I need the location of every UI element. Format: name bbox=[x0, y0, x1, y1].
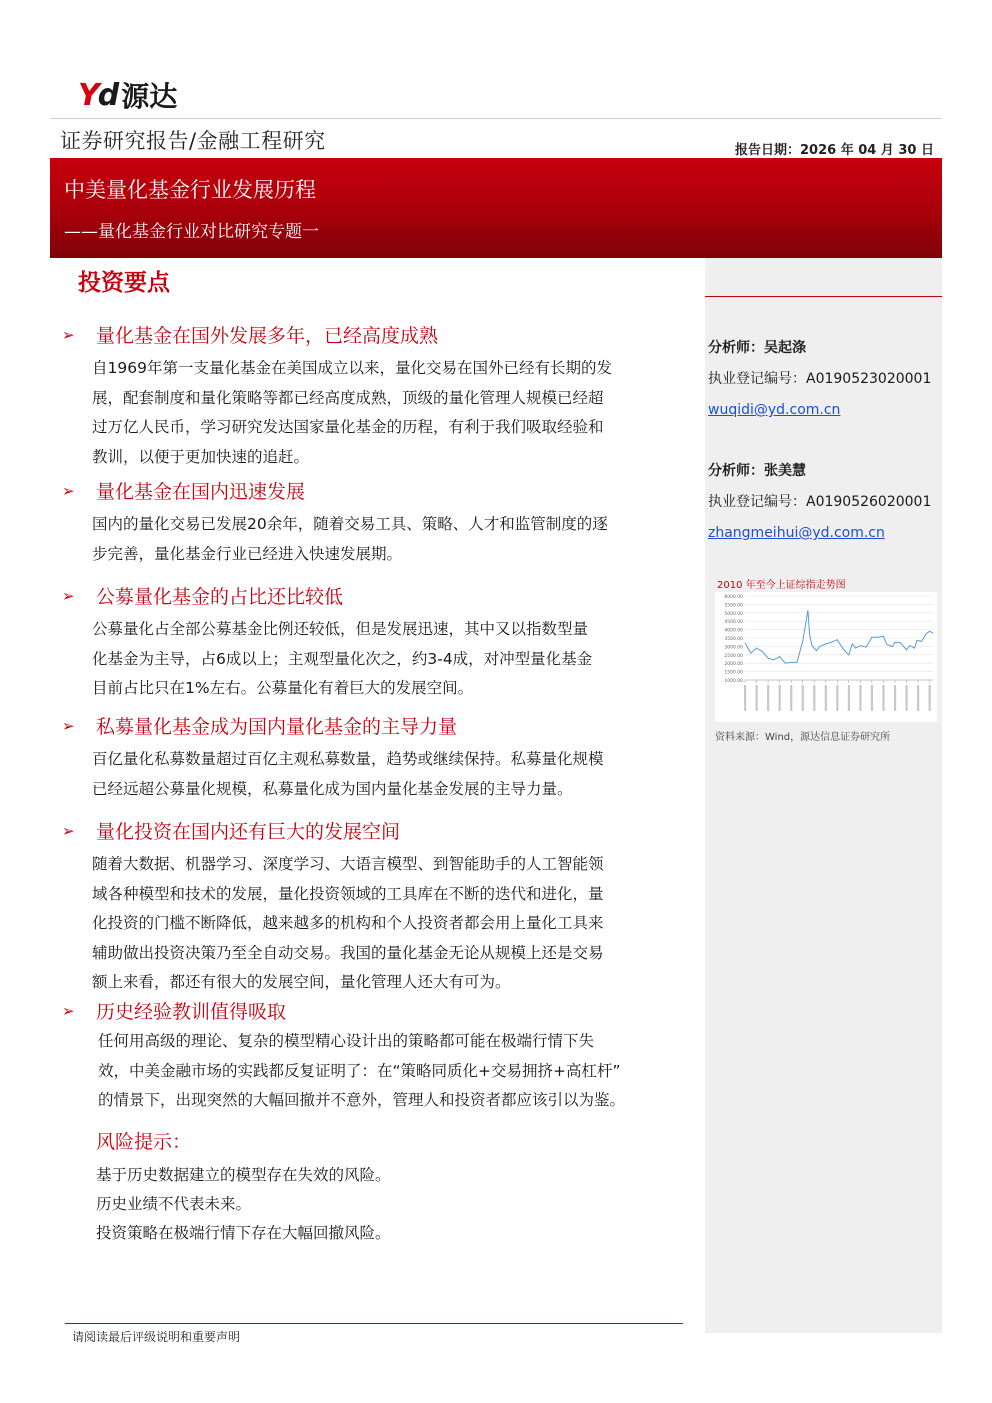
risk-item: 历史业绩不代表未来。 bbox=[96, 1195, 252, 1213]
body-line: 展，配套制度和量化策略等都已经高度成熟，顶级的量化管理人规模已经超 bbox=[92, 388, 604, 407]
analyst-card bbox=[708, 461, 931, 554]
chart-data-point bbox=[779, 656, 780, 657]
chart-data-point bbox=[877, 637, 878, 638]
chart-data-point bbox=[914, 648, 915, 649]
report-subtitle: ——量化基金行业对比研究专题一 bbox=[64, 222, 319, 242]
body-line: 公募量化占全部公募基金比例还较低，但是发展迅速，其中又以指数型量 bbox=[92, 620, 589, 638]
logo-mark-d: d bbox=[97, 77, 118, 113]
analyst-license: 执业登记编号：A0190526020001 bbox=[708, 494, 932, 510]
logo-mark-y: Y bbox=[78, 77, 98, 113]
chart-data-point bbox=[871, 637, 872, 638]
chart-data-point bbox=[762, 651, 763, 652]
brand-name: 源达 bbox=[121, 80, 178, 113]
chart-y-tick-label: 3000.00 bbox=[724, 645, 743, 651]
analyst-name: 分析师：张美慧 bbox=[708, 463, 806, 479]
chart-data-point bbox=[820, 646, 821, 647]
point-heading bbox=[62, 712, 457, 739]
chart-data-point bbox=[910, 645, 911, 646]
chart-data-point bbox=[825, 643, 826, 644]
report-title: 中美量化基金行业发展历程 bbox=[64, 178, 316, 202]
body-line: 辅助做出投资决策乃至全自动交易。我国的量化基金无论从规模上还是交易 bbox=[92, 943, 604, 962]
point-heading bbox=[62, 477, 305, 504]
chart-data-point bbox=[791, 662, 792, 663]
sidebar-divider bbox=[705, 296, 942, 297]
chart-data-point bbox=[895, 642, 896, 643]
chart-data-point bbox=[926, 633, 927, 634]
body-line: 化基金为主导，占6成以上；主观型量化次之，约3-4成，对冲型量化基金 bbox=[92, 649, 593, 668]
chart-y-tick-label: 1000.00 bbox=[724, 679, 743, 684]
chart-data-point bbox=[816, 650, 817, 651]
chart-x-tick-label bbox=[744, 685, 746, 711]
analyst-name: 分析师：吴起涤 bbox=[708, 340, 806, 356]
sidebar bbox=[705, 258, 942, 1333]
chart-data-point bbox=[785, 663, 786, 664]
body-line: 自1969年第一支量化基金在美国成立以来，量化交易在国外已经有长期的发 bbox=[92, 359, 612, 377]
chart-data-point bbox=[906, 649, 907, 650]
point-body bbox=[92, 850, 676, 998]
point-body bbox=[92, 354, 676, 472]
chart-y-tick-label: 5000.00 bbox=[724, 611, 743, 617]
chart-x-tick-label bbox=[790, 685, 792, 711]
chart-data-point bbox=[933, 633, 934, 634]
body-line: 目前占比只在1%左右。公募量化有着巨大的发展空间。 bbox=[92, 679, 474, 697]
chart-data-point bbox=[860, 645, 861, 646]
arrow-bullet-icon: ➢ bbox=[62, 586, 75, 605]
chart-x-tick-label bbox=[871, 685, 873, 711]
body-line: 教训，以便于更加快速的追赶。 bbox=[92, 447, 310, 466]
risk-title: 风险提示： bbox=[96, 1131, 192, 1153]
chart-x-tick-label bbox=[929, 685, 931, 711]
chart-data-point bbox=[756, 648, 757, 649]
body-line: 过万亿人民币，学习研究发达国家量化基金的历程，有利于我们吸取经验和 bbox=[92, 418, 604, 436]
risk-item: 投资策略在极端行情下存在大幅回撤风险。 bbox=[96, 1224, 391, 1242]
point-heading bbox=[62, 997, 286, 1024]
risk-item: 基于历史数据建立的模型存在失效的风险。 bbox=[96, 1166, 391, 1184]
arrow-bullet-icon: ➢ bbox=[62, 716, 75, 735]
chart-data-point bbox=[929, 631, 930, 632]
body-line: 国内的量化交易已发展20余年，随着交易工具、策略、人才和监管制度的逐 bbox=[92, 515, 608, 533]
chart-data-point bbox=[883, 636, 884, 637]
footer-disclaimer-link[interactable]: 请阅读最后评级说明和重要声明 bbox=[72, 1330, 241, 1344]
chart-x-tick-label bbox=[802, 685, 804, 711]
chart-y-tick-label: 1500.00 bbox=[724, 670, 743, 676]
point-title: 历史经验教训值得吸取 bbox=[96, 1001, 287, 1023]
report-header bbox=[50, 118, 942, 158]
chart-data-point bbox=[745, 643, 746, 644]
chart-y-tick-label: 3500.00 bbox=[724, 637, 743, 642]
point-title: 量化基金在国外发展多年，已经高度成熟 bbox=[96, 325, 439, 347]
chart-data-point bbox=[852, 643, 853, 644]
chart-data-point bbox=[797, 662, 798, 663]
analyst-email-link[interactable]: zhangmeihui@yd.com.cn bbox=[708, 525, 885, 541]
chart-data-point bbox=[811, 645, 812, 646]
body-line: 任何用高级的理论、复杂的模型精心设计出的策略都可能在极端行情下失 bbox=[98, 1032, 595, 1050]
report-date: 报告日期：2026 年 04 月 30 日 bbox=[735, 143, 934, 158]
chart-data-point bbox=[768, 658, 769, 659]
section-title: 投资要点 bbox=[78, 270, 170, 296]
body-line: 域各种模型和技术的发展，量化投资领域的工具库在不断的迭代和进化，量 bbox=[92, 884, 604, 903]
chart-data-point bbox=[866, 647, 867, 648]
chart-x-tick-label bbox=[848, 685, 850, 711]
chart-x-tick-label bbox=[825, 685, 827, 711]
chart-data-point bbox=[814, 648, 815, 649]
chart-data-point bbox=[802, 641, 803, 642]
body-line: 的情景下，出现突然的大幅回撤并不意外，管理人和投资者都应该引以为鉴。 bbox=[98, 1091, 626, 1109]
chart-data-point bbox=[750, 653, 751, 654]
chart-data-point bbox=[837, 639, 838, 640]
chart-y-tick-label: 2000.00 bbox=[724, 662, 743, 668]
chart-plot bbox=[715, 592, 937, 722]
point-title: 量化基金在国内迅速发展 bbox=[96, 481, 306, 503]
chart-data-point bbox=[843, 649, 844, 650]
chart-x-tick-label bbox=[756, 685, 758, 711]
chart-source: 资料来源：Wind，源达信息证券研究所 bbox=[715, 732, 891, 743]
chart-data-point bbox=[807, 610, 808, 611]
report-type: 证券研究报告/金融工程研究 bbox=[60, 129, 326, 153]
chart-data-point bbox=[809, 634, 810, 635]
point-title: 私募量化基金成为国内量化基金的主导力量 bbox=[96, 716, 458, 738]
chart-x-tick-label bbox=[836, 685, 838, 711]
chart-x-tick-label bbox=[813, 685, 815, 711]
chart-data-point bbox=[900, 643, 901, 644]
chart-title: 2010 年至今上证综指走势图 bbox=[717, 580, 846, 591]
analyst-email-link[interactable]: wuqidi@yd.com.cn bbox=[708, 402, 841, 418]
point-body bbox=[92, 745, 676, 804]
point-body bbox=[92, 615, 676, 704]
point-title: 公募量化基金的占比还比较低 bbox=[96, 586, 344, 608]
body-line: 步完善，量化基金行业已经进入快速发展期。 bbox=[92, 544, 403, 563]
chart-data-point bbox=[886, 644, 887, 645]
arrow-bullet-icon: ➢ bbox=[62, 1001, 75, 1020]
point-heading bbox=[62, 582, 343, 609]
chart-y-tick-label: 5500.00 bbox=[724, 603, 743, 609]
chart-y-tick-label: 4500.00 bbox=[724, 620, 743, 626]
footer-divider bbox=[65, 1323, 683, 1324]
arrow-bullet-icon: ➢ bbox=[62, 481, 75, 500]
chart-data-point bbox=[921, 641, 922, 642]
body-line: 化投资的门槛不断降低，越来越多的机构和个人投资者都会用上量化工具来 bbox=[92, 914, 604, 932]
point-heading bbox=[62, 817, 400, 844]
chart-x-tick-label bbox=[917, 685, 919, 711]
chart-y-tick-label: 4000.00 bbox=[724, 628, 743, 634]
chart-data-point bbox=[892, 646, 893, 647]
chart-data-point bbox=[855, 648, 856, 649]
chart-x-tick-label bbox=[905, 685, 907, 711]
point-heading bbox=[62, 321, 438, 348]
analyst-license: 执业登记编号：A0190523020001 bbox=[708, 371, 932, 387]
body-line: 百亿量化私募数量超过百亿主观私募数量，趋势或继续保持。私募量化规模 bbox=[92, 750, 604, 768]
body-line: 已经远超公募量化规模，私募量化成为国内量化基金发展的主导力量。 bbox=[92, 779, 573, 798]
arrow-bullet-icon: ➢ bbox=[62, 325, 75, 344]
chart-data-point bbox=[848, 654, 849, 655]
chart-x-tick-label bbox=[882, 685, 884, 711]
chart-x-tick-label bbox=[859, 685, 861, 711]
body-line: 额上来看，都还有很大的发展空间，量化管理人还大有可为。 bbox=[92, 973, 511, 991]
arrow-bullet-icon: ➢ bbox=[62, 821, 75, 840]
chart-data-point bbox=[916, 640, 917, 641]
index-chart bbox=[715, 576, 937, 736]
chart-x-tick-label bbox=[767, 685, 769, 711]
analyst-card bbox=[708, 338, 931, 431]
chart-y-tick-label: 2500.00 bbox=[724, 653, 743, 659]
chart-data-point bbox=[831, 642, 832, 643]
point-title: 量化投资在国内还有巨大的发展空间 bbox=[96, 821, 401, 843]
body-line: 随着大数据、机器学习、深度学习、大语言模型、到智能助手的人工智能领 bbox=[92, 855, 604, 873]
point-body bbox=[92, 510, 676, 569]
point-body bbox=[98, 1027, 676, 1116]
logo-mark bbox=[78, 78, 117, 113]
chart-data-point bbox=[773, 659, 774, 660]
chart-x-tick-label bbox=[779, 685, 781, 711]
title-banner bbox=[50, 158, 942, 258]
brand-logo bbox=[78, 78, 177, 112]
chart-y-tick-label: 6000.00 bbox=[724, 595, 743, 600]
chart-x-tick-label bbox=[894, 685, 896, 711]
body-line: 效，中美金融市场的实践都反复证明了：在“策略同质化+交易拥挤+高杠杆” bbox=[98, 1061, 621, 1080]
